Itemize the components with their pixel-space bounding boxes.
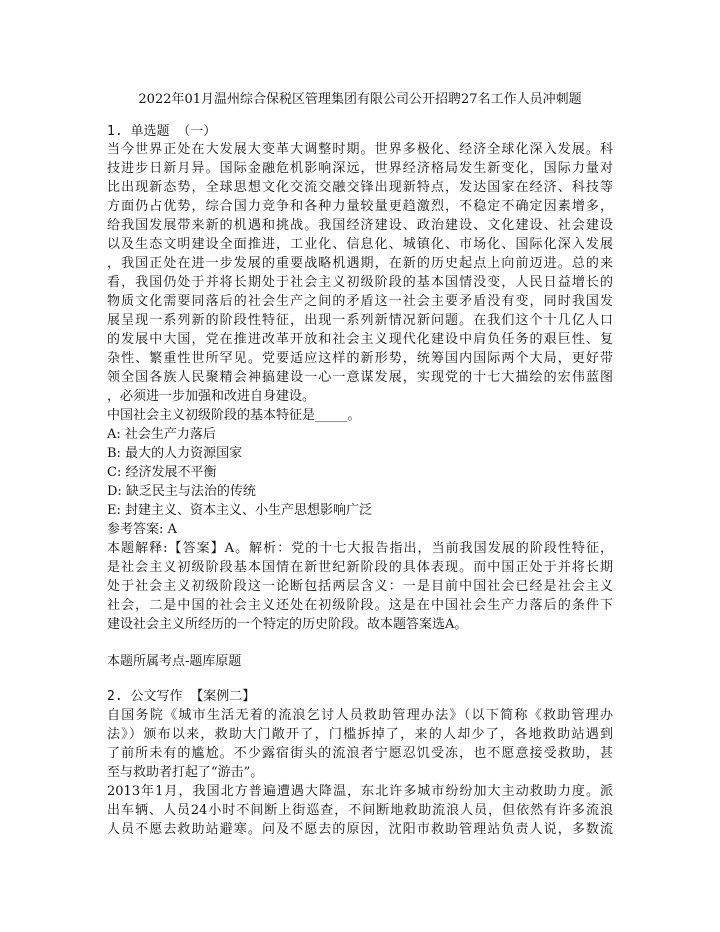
reference-answer: 参考答案: A <box>107 522 177 537</box>
question-1-stem: 中国社会主义初级阶段的基本特征是_____。 <box>107 408 361 423</box>
passage-line: 法》）颁布以来，救助大门敞开了，门槛拆掉了，来的人却少了，各地救助站遇到 <box>107 727 613 742</box>
explanation-line: 本题解释:【答案】A。解析：党的十七大报告指出，当前我国发展的阶段性特征， <box>107 541 613 556</box>
passage-line: 自国务院《城市生活无着的流浪乞讨人员救助管理办法》（以下简称《救助管理办 <box>107 708 613 723</box>
option-d: D: 缺乏民主与法治的传统 <box>107 484 256 499</box>
passage-line: ，我国正处在进一步发展的重要战略机遇期，在新的历史起点上向前迈进。总的来 <box>107 256 613 271</box>
passage-line: 技进步日新月异。国际金融危机影响深远，世界经济格局发生新变化，国际力量对 <box>107 161 613 176</box>
passage-line: 了前所未有的尴尬。不少露宿街头的流浪者宁愿忍饥受冻，也不愿意接受救助，甚 <box>107 746 613 761</box>
option-c: C: 经济发展不平衡 <box>107 465 217 480</box>
question-2-header: 2. 公文写作 【案例二】 <box>107 689 256 704</box>
passage-line: 的发展中大国，党在推进改革开放和社会主义现代化建设中肩负任务的艰巨性、复 <box>107 332 613 347</box>
passage-line: 给我国发展带来新的机遇和挑战。我国经济建设、政治建设、文化建设、社会建设 <box>107 218 613 233</box>
passage-line: ，必须进一步加强和改进自身建设。 <box>107 389 316 404</box>
passage-line: 人员不愿去救助站避寒。问及不愿去的原因，沈阳市救助管理站负责人说，多数流 <box>107 822 613 837</box>
passage-line: 至与救助者打起了“游击”。 <box>107 765 264 780</box>
passage-line: 当今世界正处在大发展大变革大调整时期。世界多极化、经济全球化深入发展。科 <box>107 142 613 157</box>
option-e: E: 封建主义、资本主义、小生产思想影响广泛 <box>107 503 373 518</box>
question-1-header: 1. 单选题 （一） <box>107 124 217 139</box>
explanation-line: 是社会主义初级阶段基本国情在新世纪新阶段的具体表现。而中国正处于并将长期 <box>107 560 613 575</box>
explanation-line: 社会，二是中国的社会主义还处在初级阶段。这是在中国社会生产力落后的条件下 <box>107 598 613 613</box>
option-b: B: 最大的人力资源国家 <box>107 446 243 461</box>
passage-line: 2013年1月，我国北方普遍遭遇大降温，东北许多城市纷纷加大主动救助力度。派 <box>107 784 613 799</box>
passage-line: 杂性、繁重性世所罕见。党要适应这样的新形势，统筹国内国际两个大局，更好带 <box>107 351 613 366</box>
explanation-line: 建设社会主义所经历的一个特定的历史阶段。故本题答案选A。 <box>107 617 468 632</box>
passage-line: 物质文化需要同落后的社会生产之间的矛盾这一社会主要矛盾没有变，同时我国发 <box>107 294 613 309</box>
passage-line: 比出现新态势，全球思想文化交流交融交锋出现新特点，发达国家在经济、科技等 <box>107 180 613 195</box>
passage-line: 展呈现一系列新的阶段性特征，出现一系列新情况新问题。在我们这个十几亿人口 <box>107 313 613 328</box>
option-a: A: 社会生产力落后 <box>107 427 216 442</box>
passage-line: 以及生态文明建设全面推进，工业化、信息化、城镇化、市场化、国际化深入发展 <box>107 237 613 252</box>
passage-line: 领全国各族人民聚精会神搞建设一心一意谋发展，实现党的十七大描绘的宏伟蓝图 <box>107 370 613 385</box>
question-1-source: 本题所属考点-题库原题 <box>107 654 242 669</box>
passage-line: 方面仍占优势，综合国力竞争和各种力量较量更趋激烈，不稳定不确定因素增多， <box>107 199 613 214</box>
passage-line: 出车辆、人员24小时不间断上街巡查，不间断地救助流浪人员，但依然有许多流浪 <box>107 803 613 818</box>
document-title: 2022年01月温州综合保税区管理集团有限公司公开招聘27名工作人员冲刺题 <box>138 92 582 107</box>
passage-line: 看，我国仍处于并将长期处于社会主义初级阶段的基本国情没变，人民日益增长的 <box>107 275 613 290</box>
explanation-line: 处于社会主义初级阶段这一论断包括两层含义：一是目前中国社会已经是社会主义 <box>107 579 613 594</box>
